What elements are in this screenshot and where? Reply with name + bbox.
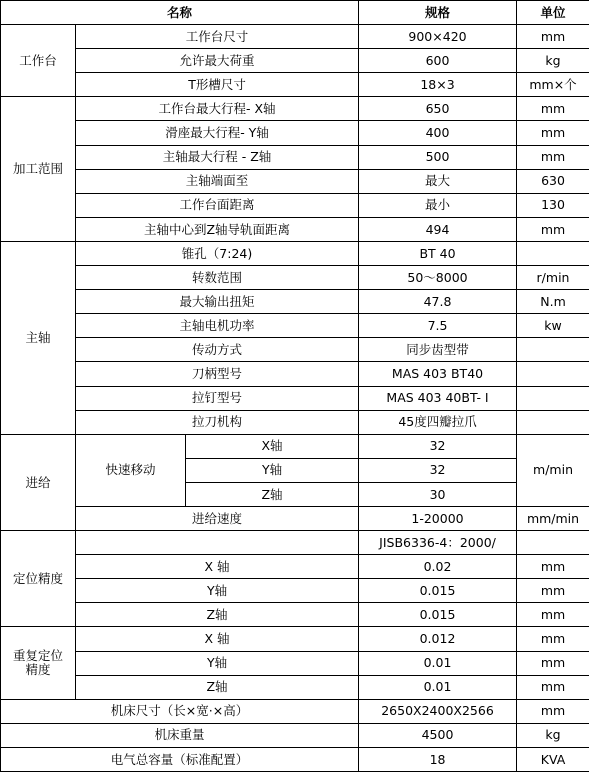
item-name: 工作台尺寸 [76, 25, 359, 49]
axis-label: Z轴 [76, 603, 359, 627]
header-name: 名称 [1, 1, 359, 25]
item-sublabel: 最大 [359, 169, 517, 193]
table-row [1, 675, 589, 699]
group-label-spindle: 主轴 [1, 241, 76, 434]
table-row [1, 699, 589, 723]
item-spec: 1-20000 [359, 506, 517, 530]
table-row [1, 266, 589, 290]
item-spec: 32 [359, 458, 517, 482]
group-label-machining: 加工范围 [1, 97, 76, 242]
group-label-positioning: 定位精度 [1, 531, 76, 627]
table-row [1, 651, 589, 675]
item-name: 转数范围 [76, 266, 359, 290]
item-unit: N.m [517, 290, 589, 314]
item-spec: 600 [359, 49, 517, 73]
item-spec: 900×420 [359, 25, 517, 49]
table-row [1, 193, 589, 217]
item-name: 拉钉型号 [76, 386, 359, 410]
item-unit: mm [517, 97, 589, 121]
item-name: 拉刀机构 [76, 410, 359, 434]
item-spec: 0.015 [359, 579, 517, 603]
item-spec: 32 [359, 434, 517, 458]
item-spec: 30 [359, 482, 517, 506]
item-unit: mm [517, 555, 589, 579]
item-name: 进给速度 [76, 506, 359, 530]
rapid-label: 快速移动 [76, 434, 186, 506]
item-unit: mm [517, 145, 589, 169]
item-unit: kg [517, 49, 589, 73]
table-row [1, 314, 589, 338]
item-unit: mm×个 [517, 73, 589, 97]
item-spec: MAS 403 BT40 [359, 362, 517, 386]
group-label-repeatability [1, 627, 76, 699]
table-row [1, 121, 589, 145]
item-spec: 0.02 [359, 555, 517, 579]
item-spec: 0.01 [359, 651, 517, 675]
table-row [1, 579, 589, 603]
table-row [1, 627, 589, 651]
axis-label: Y轴 [76, 651, 359, 675]
group-label-worktable: 工作台 [1, 25, 76, 97]
standard-text: JISB6336-4：2000/ [359, 531, 517, 555]
item-name [76, 531, 359, 555]
item-name: 工作台面距离 [76, 193, 359, 217]
table-row [1, 723, 589, 747]
item-spec: 130 [517, 193, 589, 217]
axis-label: Y轴 [186, 458, 359, 482]
item-spec: 400 [359, 121, 517, 145]
header-unit: 单位 [517, 1, 589, 25]
item-name: 锥孔（7:24) [76, 241, 359, 265]
item-unit [517, 338, 589, 362]
item-name: T形槽尺寸 [76, 73, 359, 97]
item-name: 传动方式 [76, 338, 359, 362]
item-name: 主轴中心到Z轴导轨面距离 [76, 217, 359, 241]
table-row [1, 241, 589, 265]
header-spec: 规格 [359, 1, 517, 25]
item-unit [517, 386, 589, 410]
item-name: 刀柄型号 [76, 362, 359, 386]
group-label-feed: 进给 [1, 434, 76, 530]
item-unit: mm [517, 627, 589, 651]
item-spec: 7.5 [359, 314, 517, 338]
header-row [1, 1, 589, 25]
item-unit: kg [517, 723, 589, 747]
item-spec: MAS 403 40BT- I [359, 386, 517, 410]
table-row [1, 73, 589, 97]
axis-label: Z轴 [186, 482, 359, 506]
item-sublabel: 最小 [359, 193, 517, 217]
item-unit [517, 362, 589, 386]
rapid-unit: m/min [517, 434, 589, 506]
axis-label: X 轴 [76, 627, 359, 651]
item-spec: 494 [359, 217, 517, 241]
item-name: 允许最大荷重 [76, 49, 359, 73]
item-unit: mm [517, 603, 589, 627]
table-row [1, 410, 589, 434]
axis-label: X轴 [186, 434, 359, 458]
item-spec: 0.012 [359, 627, 517, 651]
table-row [1, 386, 589, 410]
repeat-label-line1: 重复定位 [12, 648, 63, 664]
item-unit: mm [517, 217, 589, 241]
item-spec: 500 [359, 145, 517, 169]
axis-label: X 轴 [76, 555, 359, 579]
table-row [1, 362, 589, 386]
item-spec: 0.015 [359, 603, 517, 627]
item-spec: 0.01 [359, 675, 517, 699]
repeat-label-line2: 精度 [25, 662, 51, 678]
item-unit: mm [517, 25, 589, 49]
item-unit: mm/min [517, 506, 589, 530]
item-spec: 18 [359, 747, 517, 771]
item-spec: 18×3 [359, 73, 517, 97]
item-spec: 47.8 [359, 290, 517, 314]
item-spec: 2650X2400X2566 [359, 699, 517, 723]
item-name: 电气总容量（标准配置） [1, 747, 359, 771]
table-row [1, 290, 589, 314]
item-name: 主轴端面至 [76, 169, 359, 193]
item-unit [517, 241, 589, 265]
item-spec: 45度四瓣拉爪 [359, 410, 517, 434]
item-unit: KVA [517, 747, 589, 771]
item-spec: 4500 [359, 723, 517, 747]
table-row [1, 49, 589, 73]
table-row [1, 747, 589, 771]
item-name: 主轴最大行程 - Z轴 [76, 145, 359, 169]
item-name: 工作台最大行程- X轴 [76, 97, 359, 121]
table-row [1, 506, 589, 530]
item-unit: mm [517, 699, 589, 723]
item-unit: kw [517, 314, 589, 338]
table-row [1, 145, 589, 169]
table-row [1, 531, 589, 555]
table-row [1, 25, 589, 49]
item-name: 滑座最大行程- Y轴 [76, 121, 359, 145]
table-row [1, 555, 589, 579]
item-spec: 同步齿型带 [359, 338, 517, 362]
table-row [1, 603, 589, 627]
table-row [1, 434, 589, 458]
item-spec: 50～8000 [359, 266, 517, 290]
table-row [1, 97, 589, 121]
table-row [1, 169, 589, 193]
item-unit [517, 410, 589, 434]
item-spec: BT 40 [359, 241, 517, 265]
item-unit: mm [517, 675, 589, 699]
item-unit: mm [517, 651, 589, 675]
table-row [1, 217, 589, 241]
item-unit: mm [517, 121, 589, 145]
axis-label: Y轴 [76, 579, 359, 603]
table-row [1, 338, 589, 362]
item-spec: 630 [517, 169, 589, 193]
item-name: 最大输出扭矩 [76, 290, 359, 314]
item-unit: mm [517, 579, 589, 603]
item-unit: r/min [517, 266, 589, 290]
item-name: 机床重量 [1, 723, 359, 747]
item-spec: 650 [359, 97, 517, 121]
item-name: 主轴电机功率 [76, 314, 359, 338]
item-name: 机床尺寸（长×宽·×高） [1, 699, 359, 723]
axis-label: Z轴 [76, 675, 359, 699]
item-unit [517, 531, 589, 555]
